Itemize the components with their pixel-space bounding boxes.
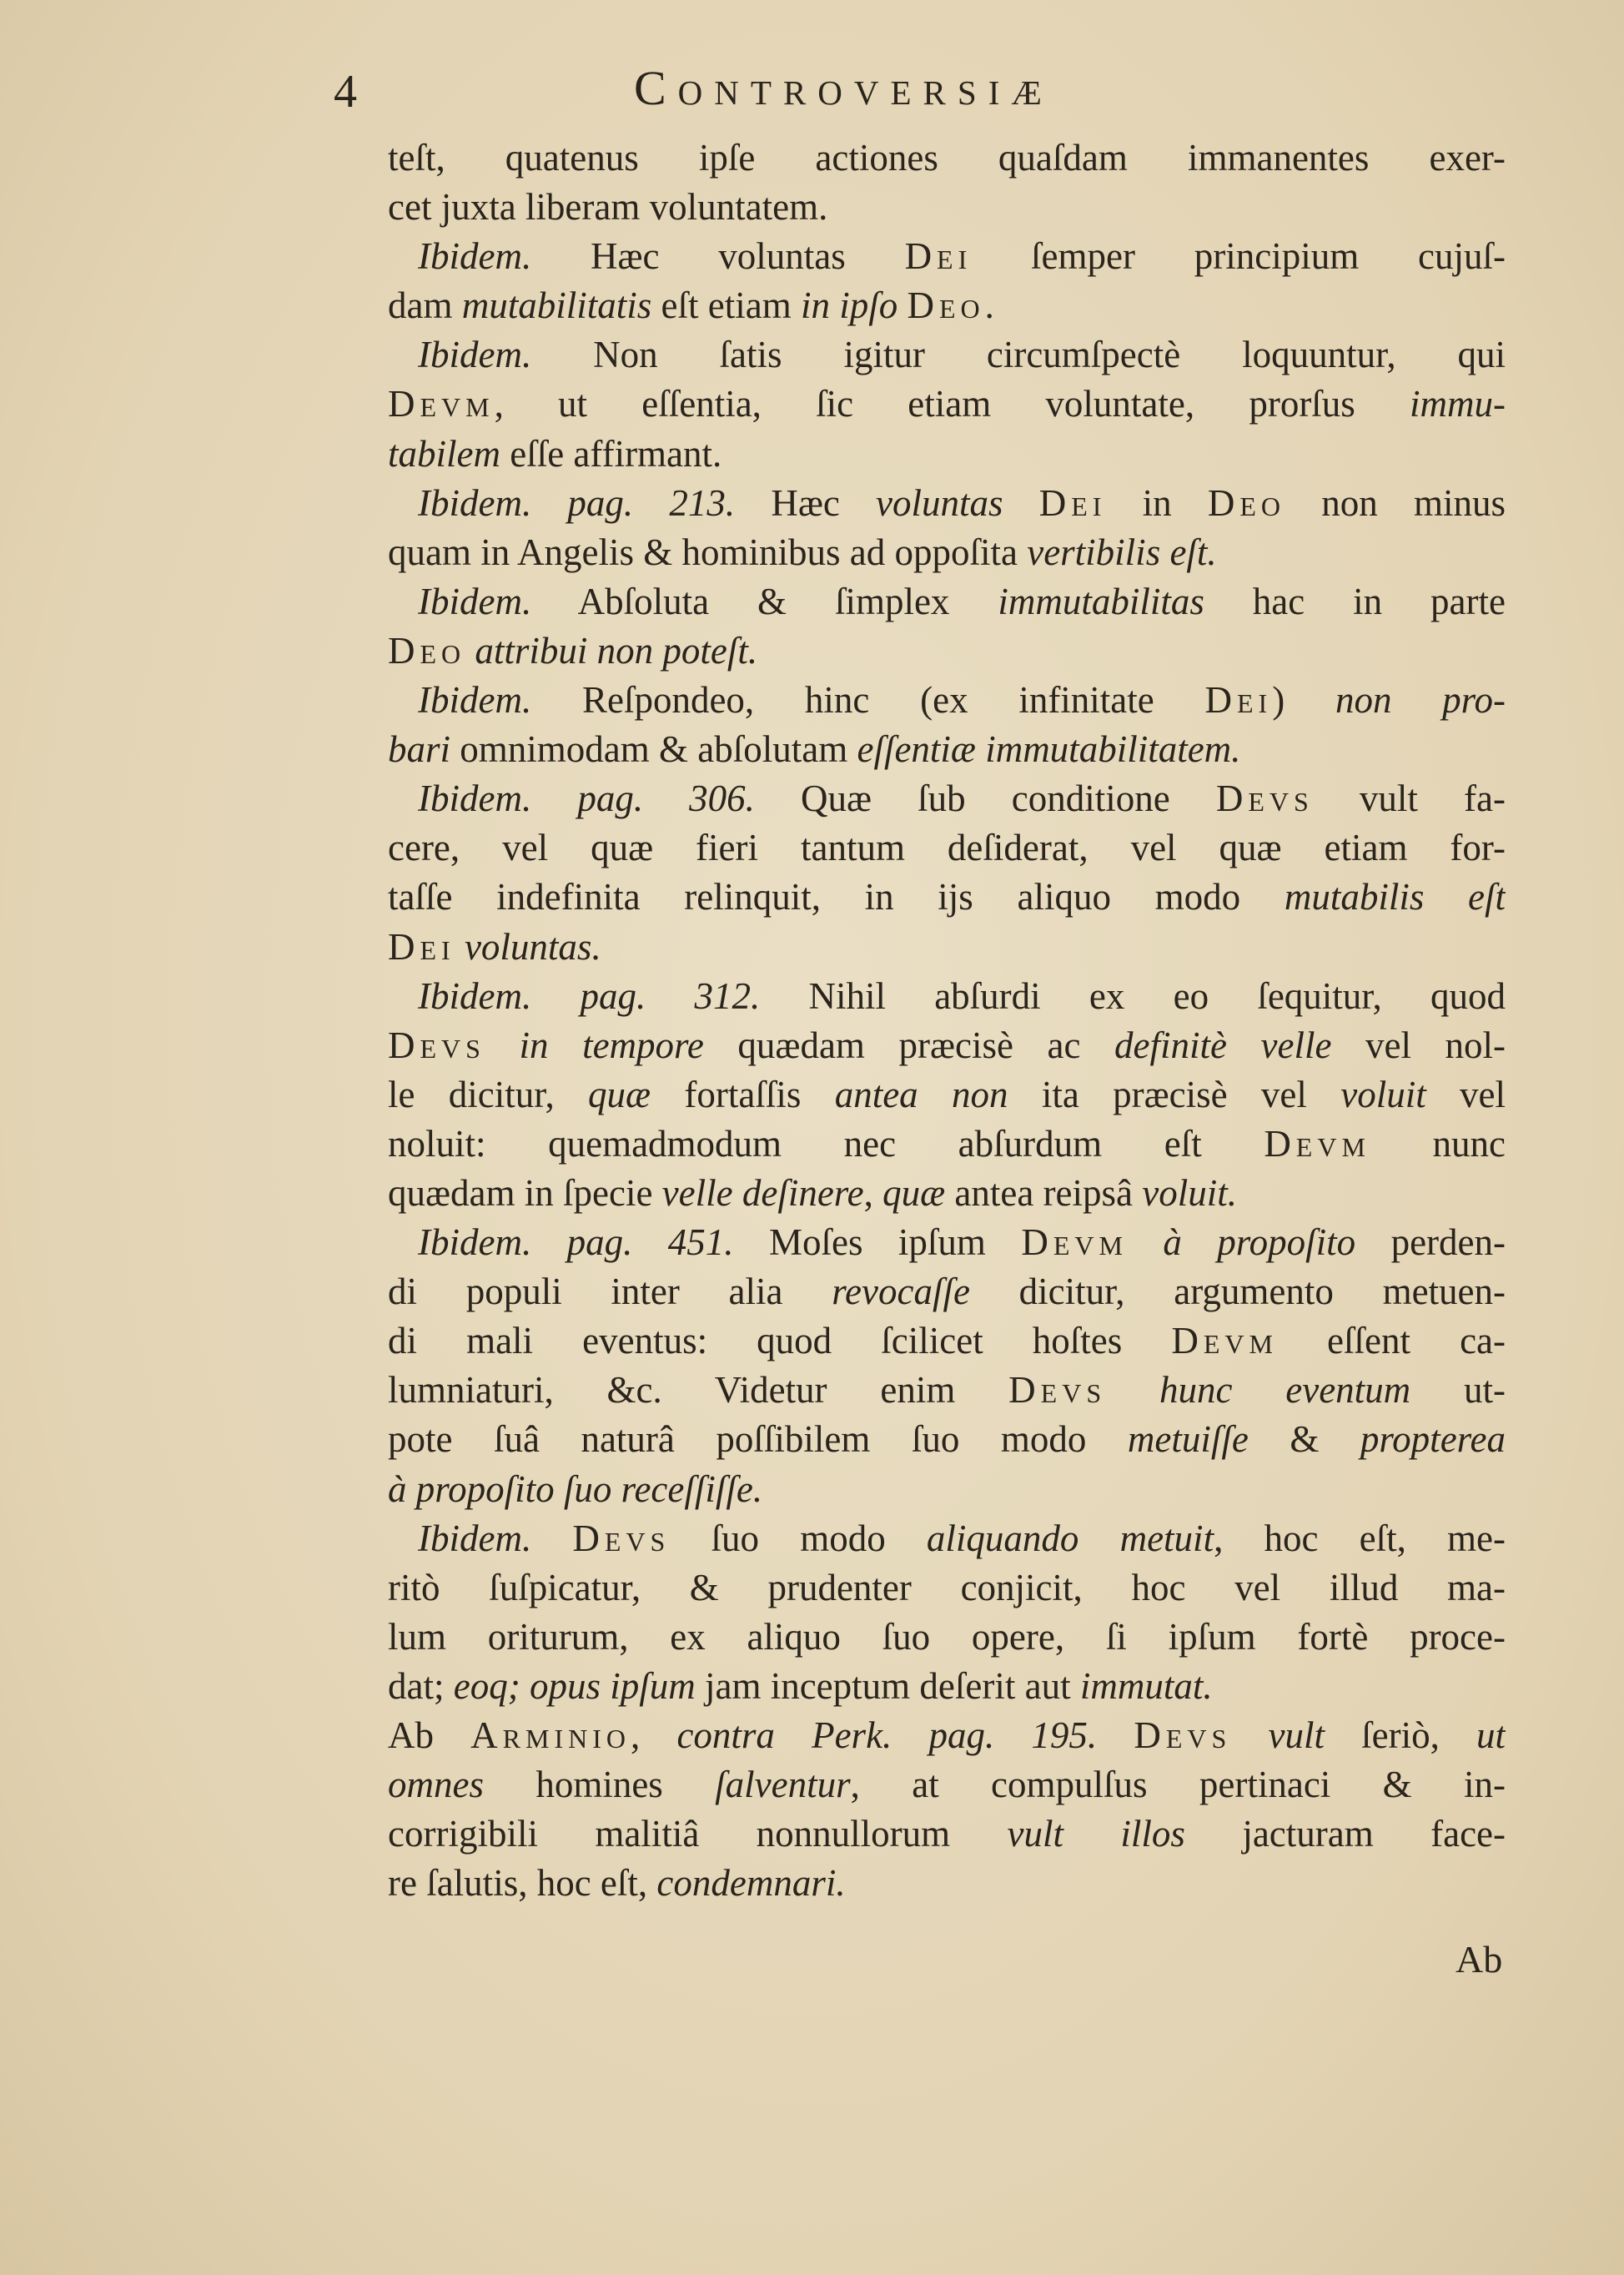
roman-text: , at compulſus pertinaci & in- bbox=[850, 1764, 1506, 1806]
roman-text bbox=[1097, 1714, 1134, 1756]
roman-text: quædam in ſpecie bbox=[388, 1171, 662, 1214]
running-head: Controversiæ bbox=[634, 61, 1053, 115]
roman-text: quædam præcisè ac bbox=[703, 1024, 1114, 1066]
roman-text: Non ſatis igitur circumſpectè loquuntur, qui bbox=[531, 334, 1506, 376]
roman-text: pote ſuâ naturâ poſſibilem ſuo modo bbox=[388, 1418, 1128, 1461]
text-line bbox=[388, 1613, 1506, 1662]
text-line bbox=[388, 1267, 1506, 1316]
roman-text: homines bbox=[483, 1764, 716, 1806]
italic-text: attribui non poteſt. bbox=[475, 629, 758, 672]
text-line bbox=[388, 1316, 1506, 1366]
small-caps-text: Deo bbox=[1207, 481, 1286, 524]
text-line bbox=[388, 972, 1506, 1021]
roman-text: re ſalutis, hoc eſt, bbox=[388, 1862, 657, 1905]
roman-text: hac in parte bbox=[1204, 580, 1506, 622]
roman-text: di mali eventus: quod ſcilicet hoſtes bbox=[388, 1320, 1172, 1362]
italic-text: vult illos bbox=[1007, 1813, 1185, 1855]
italic-text: eoq; opus ipſum bbox=[453, 1664, 696, 1707]
italic-text: definitè velle bbox=[1114, 1024, 1332, 1066]
roman-text: cere, vel quæ fieri tantum deſiderat, vel quæ etiam for- bbox=[388, 827, 1506, 869]
small-caps-text: Devs bbox=[388, 1024, 485, 1066]
page-number: 4 bbox=[334, 66, 357, 118]
italic-text: mutabilis eſt bbox=[1284, 876, 1506, 919]
italic-text: contra Perk. pag. 195. bbox=[676, 1714, 1098, 1756]
text-line bbox=[388, 479, 1506, 528]
roman-text: Hæc voluntas bbox=[531, 235, 905, 278]
italic-text: aliquando metuit bbox=[926, 1517, 1214, 1559]
small-caps-text: Devs bbox=[1008, 1369, 1107, 1412]
text-line bbox=[388, 627, 1506, 676]
roman-text: ita præcisè vel bbox=[1008, 1073, 1341, 1115]
italic-text: in tempore bbox=[519, 1024, 704, 1066]
italic-text: immutabilitas bbox=[998, 580, 1204, 622]
text-line bbox=[388, 380, 1506, 429]
small-caps-text: Devm bbox=[1021, 1221, 1128, 1264]
italic-text: à propoſito bbox=[1163, 1221, 1356, 1264]
text-line bbox=[388, 281, 1506, 330]
italic-text: hunc eventum bbox=[1159, 1369, 1411, 1412]
roman-text: le dicitur, bbox=[388, 1073, 589, 1115]
roman-text: eſſent ca- bbox=[1277, 1320, 1506, 1362]
roman-text: cet juxta liberam voluntatem. bbox=[388, 186, 828, 229]
text-line bbox=[388, 676, 1506, 725]
roman-text: Quæ ſub conditione bbox=[754, 778, 1216, 820]
roman-text: omnimodam & abſolutam bbox=[450, 728, 857, 771]
italic-text: omnes bbox=[388, 1764, 484, 1806]
text-line bbox=[388, 1218, 1506, 1267]
text-line bbox=[388, 528, 1506, 577]
text-line bbox=[388, 1021, 1506, 1070]
roman-text: nunc bbox=[1370, 1122, 1506, 1165]
text-line bbox=[388, 133, 1506, 183]
roman-text: Moſes ipſum bbox=[733, 1221, 1022, 1264]
text-line bbox=[388, 1366, 1506, 1415]
roman-text bbox=[1231, 1714, 1268, 1756]
italic-text: bari bbox=[388, 728, 451, 771]
italic-text: voluit bbox=[1340, 1073, 1426, 1115]
italic-text: non pro- bbox=[1335, 679, 1506, 722]
italic-text: condemnari. bbox=[656, 1862, 846, 1905]
catchword: Ab bbox=[1456, 1938, 1503, 1981]
roman-text: & bbox=[1248, 1418, 1360, 1461]
text-line bbox=[388, 577, 1506, 627]
italic-text: in ipſo bbox=[800, 284, 898, 327]
roman-text: Ab bbox=[388, 1714, 471, 1756]
roman-text: vult fa- bbox=[1313, 778, 1506, 820]
roman-text: noluit: quemadmodum nec abſurdum eſt bbox=[388, 1122, 1265, 1165]
text-line bbox=[388, 1169, 1506, 1218]
roman-text: ſeriò, bbox=[1324, 1714, 1477, 1756]
small-caps-text: Deo bbox=[907, 284, 985, 327]
italic-text: revocaſſe bbox=[832, 1271, 970, 1313]
small-caps-text: Devs bbox=[1215, 778, 1314, 820]
roman-text: , hoc eſt, me- bbox=[1214, 1517, 1506, 1559]
text-line bbox=[388, 873, 1506, 922]
body-text bbox=[388, 133, 1506, 1908]
text-line bbox=[388, 1809, 1506, 1859]
roman-text: dat; bbox=[388, 1664, 454, 1707]
roman-text bbox=[1106, 1369, 1159, 1411]
italic-text: antea non bbox=[834, 1073, 1008, 1115]
small-caps-text: Devm bbox=[1171, 1320, 1278, 1362]
roman-text: vel nol- bbox=[1331, 1024, 1506, 1066]
italic-text: tabilem bbox=[388, 432, 500, 475]
italic-text: Ibidem. pag. 306. bbox=[418, 778, 755, 820]
italic-text: metuiſſe bbox=[1127, 1418, 1249, 1461]
text-line bbox=[388, 1760, 1506, 1809]
italic-text: mutabilitatis bbox=[461, 284, 652, 327]
small-caps-text: Dei bbox=[1038, 481, 1107, 524]
italic-text: immu- bbox=[1410, 383, 1506, 425]
text-line bbox=[388, 1070, 1506, 1120]
roman-text: , ut eſſentia, ſic etiam voluntate, prorſus bbox=[494, 383, 1410, 425]
roman-text: ) bbox=[1272, 679, 1335, 722]
roman-text bbox=[531, 1518, 572, 1559]
roman-text: di populi inter alia bbox=[388, 1271, 832, 1313]
italic-text: voluntas bbox=[876, 481, 1003, 524]
roman-text: dicitur, argumento metuen- bbox=[969, 1271, 1506, 1313]
italic-text: Ibidem. bbox=[418, 1517, 532, 1559]
roman-text: perden- bbox=[1355, 1221, 1506, 1264]
italic-text: vult bbox=[1268, 1714, 1325, 1756]
text-line bbox=[388, 183, 1506, 232]
italic-text: ut bbox=[1476, 1714, 1506, 1756]
italic-text: Ibidem. pag. 451. bbox=[418, 1221, 734, 1264]
italic-text: Ibidem. bbox=[418, 334, 532, 376]
italic-text: voluit. bbox=[1142, 1171, 1237, 1214]
italic-text: Ibidem. bbox=[418, 679, 532, 722]
roman-text bbox=[455, 926, 465, 968]
text-line bbox=[388, 1662, 1506, 1711]
roman-text: , bbox=[631, 1714, 677, 1756]
italic-text: Ibidem. bbox=[418, 235, 532, 278]
roman-text: Abſoluta & ſimplex bbox=[531, 580, 998, 622]
roman-text: taſſe indefinita relinquit, in ijs aliquo modo bbox=[388, 876, 1285, 919]
small-caps-text: Devm bbox=[1264, 1122, 1370, 1165]
roman-text bbox=[1128, 1221, 1163, 1263]
roman-text: jam inceptum deſerit aut bbox=[695, 1664, 1080, 1707]
italic-text: velle deſinere bbox=[661, 1171, 864, 1214]
italic-text: Ibidem. pag. 213. bbox=[418, 481, 736, 524]
roman-text: in bbox=[1106, 481, 1208, 524]
roman-text: Reſpondeo, hinc (ex infinitate bbox=[531, 679, 1205, 722]
small-caps-text: Devm bbox=[388, 383, 495, 425]
roman-text: non minus bbox=[1285, 481, 1506, 524]
text-line bbox=[388, 923, 1506, 972]
italic-text: propterea bbox=[1360, 1418, 1506, 1461]
text-line bbox=[388, 823, 1506, 873]
roman-text: dam bbox=[388, 284, 462, 327]
italic-text: vertibilis eſt. bbox=[1027, 531, 1217, 573]
small-caps-text: Dei bbox=[1204, 679, 1273, 722]
italic-text: voluntas. bbox=[464, 925, 601, 968]
roman-text: lumniaturi, &c. Videtur enim bbox=[388, 1369, 1009, 1412]
roman-text: ritò ſuſpicatur, & prudenter conjicit, hoc vel illud ma- bbox=[388, 1566, 1506, 1608]
text-line bbox=[388, 1514, 1506, 1563]
text-line bbox=[388, 430, 1506, 479]
roman-text: ſemper principium cujuſ- bbox=[972, 235, 1506, 278]
italic-text: Ibidem. bbox=[418, 580, 532, 622]
small-caps-text: Deo bbox=[388, 629, 466, 672]
italic-text: ſalventur bbox=[715, 1764, 851, 1806]
text-line bbox=[388, 232, 1506, 281]
italic-text: quæ bbox=[882, 1171, 946, 1214]
text-line bbox=[388, 1465, 1506, 1514]
roman-text: ut- bbox=[1410, 1369, 1506, 1412]
roman-text bbox=[465, 630, 475, 672]
roman-text: corrigibili malitiâ nonnullorum bbox=[388, 1813, 1008, 1855]
text-line bbox=[388, 725, 1506, 774]
roman-text bbox=[1003, 482, 1039, 524]
roman-text bbox=[485, 1024, 520, 1066]
roman-text: vel bbox=[1425, 1073, 1506, 1115]
roman-text: , bbox=[863, 1171, 883, 1214]
italic-text: quæ bbox=[588, 1073, 651, 1115]
roman-text: Nihil abſurdi ex eo ſequitur, quod bbox=[760, 974, 1506, 1017]
small-caps-text: Dei bbox=[388, 925, 455, 968]
small-caps-text: Arminio bbox=[470, 1714, 631, 1756]
roman-text: eſſe affirmant. bbox=[500, 432, 722, 475]
roman-text: jacturam face- bbox=[1184, 1813, 1506, 1855]
roman-text: ſuo modo bbox=[670, 1517, 927, 1559]
roman-text bbox=[897, 284, 907, 326]
roman-text: fortaſſis bbox=[651, 1073, 835, 1115]
text-line bbox=[388, 1859, 1506, 1908]
roman-text: . bbox=[984, 284, 994, 327]
small-caps-text: Devs bbox=[572, 1517, 671, 1559]
italic-text: à propoſito ſuo receſſiſſe. bbox=[388, 1467, 763, 1510]
small-caps-text: Devs bbox=[1134, 1714, 1232, 1756]
roman-text: quam in Angelis & hominibus ad oppoſita bbox=[388, 531, 1028, 573]
text-line bbox=[388, 1563, 1506, 1613]
roman-text: teſt, quatenus ipſe actiones quaſdam immanentes exer- bbox=[388, 137, 1506, 179]
text-line bbox=[388, 330, 1506, 380]
text-line bbox=[388, 1415, 1506, 1464]
roman-text: lum oriturum, ex aliquo ſuo opere, ſi ipſum fortè proce- bbox=[388, 1615, 1506, 1658]
text-line bbox=[388, 1711, 1506, 1760]
roman-text: antea reipsâ bbox=[945, 1171, 1143, 1214]
roman-text: eſt etiam bbox=[651, 284, 801, 327]
small-caps-text: Dei bbox=[904, 235, 973, 278]
italic-text: immutat. bbox=[1079, 1664, 1213, 1707]
text-line bbox=[388, 1120, 1506, 1169]
roman-text: Hæc bbox=[735, 481, 877, 524]
text-line bbox=[388, 774, 1506, 823]
italic-text: Ibidem. pag. 312. bbox=[418, 974, 761, 1017]
italic-text: eſſentiæ immutabilitatem. bbox=[857, 728, 1241, 771]
